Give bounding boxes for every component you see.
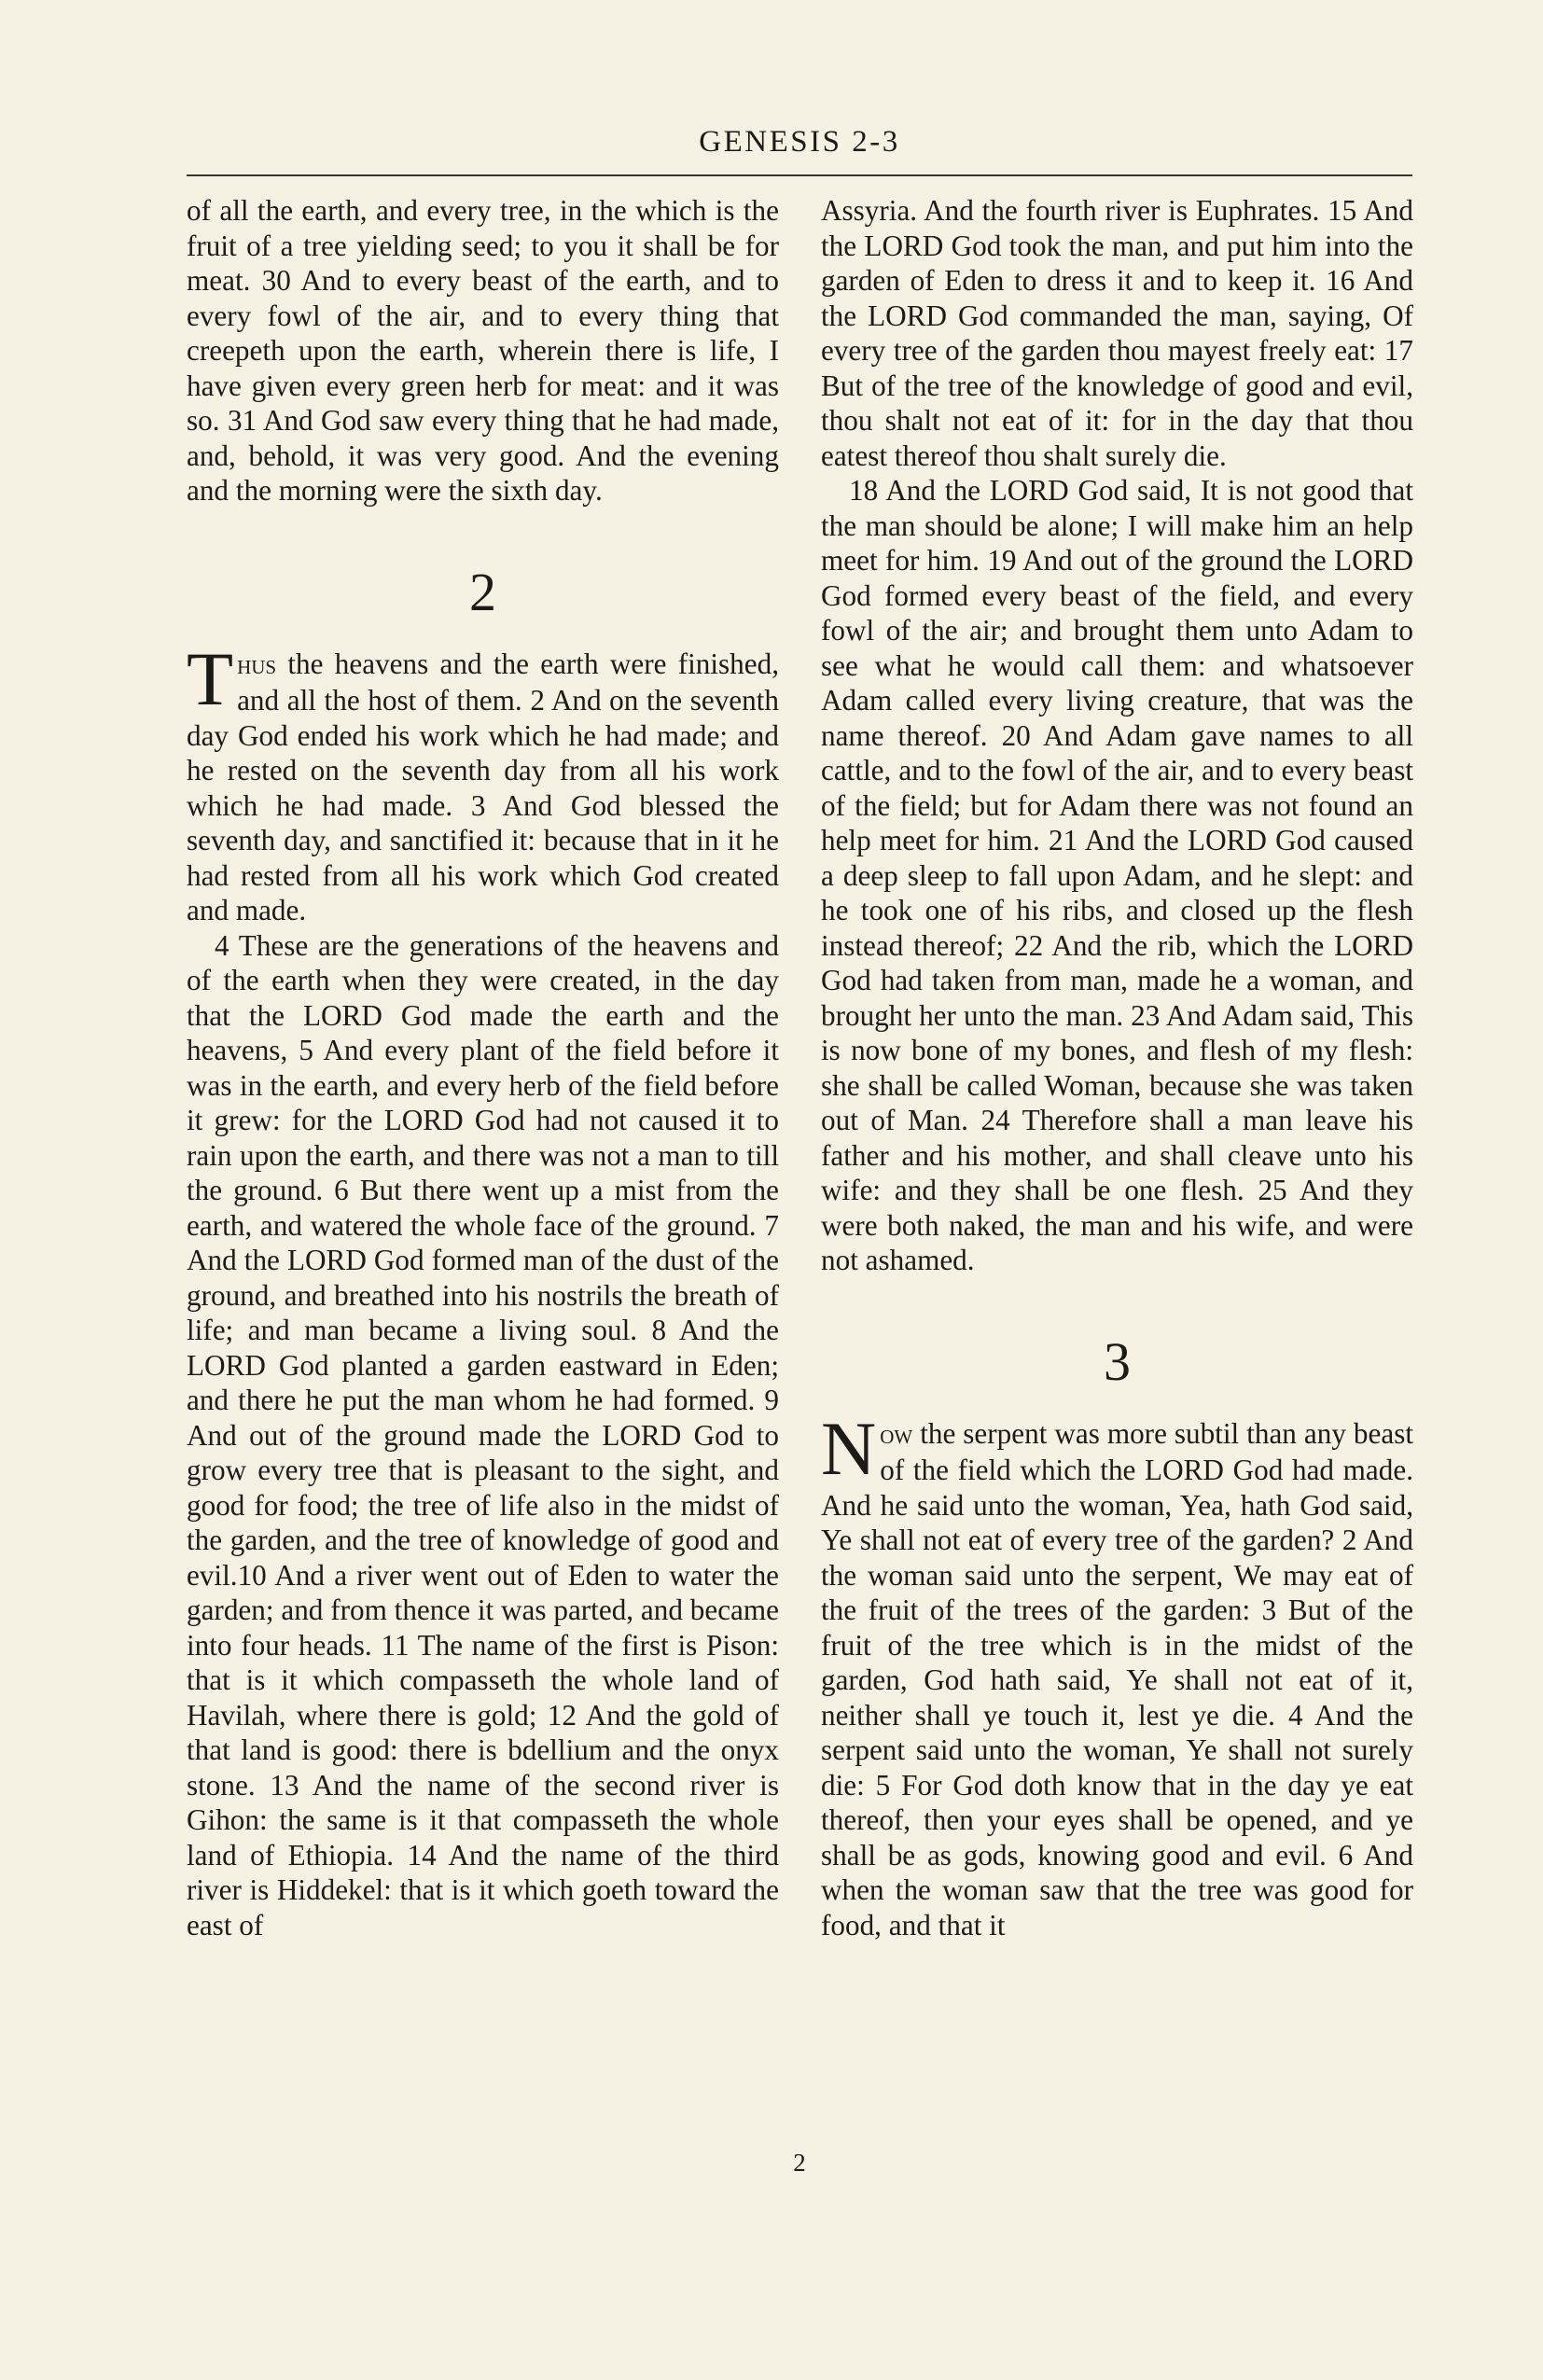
- chapter-2-verse-18-paragraph: 18 And the LORD God said, It is not good that the man should be alone; I will make him an help meet for him. 19 And out of the ground the LORD God formed every beast of the field, and every fowl of the air; and brought them unto Adam to see what he would call them: and whatsoever Adam called every living creature, that was the name thereof. 20 And Adam gave names to all cattle, and to the fowl of the air, and to every beast of the field; but for Adam there was not found an help meet for him. 21 And the LORD God caused a deep sleep to fall upon Adam, and he slept: and he took one of his ribs, and closed up the flesh instead thereof; 22 And the rib, which the LORD God had taken from man, made he a woman, and brought her unto the man. 23 And Adam said, This is now bone of my bones, and flesh of my flesh: she shall be called Woman, because she was taken out of Man. 24 Therefore shall a man leave his father and his mother, and shall cleave unto his wife: and they shall be one flesh. 25 And they were both naked, the man and his wife, and were not ashamed.: [821, 474, 1413, 1276]
- chapter-3-opening-text: the serpent was more subtil than any beast of the field which the LORD God had made. And he said unto the woman, Yea, hath God said, Ye shall not eat of every tree of the garden? 2 And the woman said unto the serpent, We may eat of the fruit of the trees of the garden: 3 But of the fruit of the tree which is in the midst of the garden, God hath said, Ye shall not eat of it, neither shall ye touch it, lest ye die. 4 And the serpent said unto the woman, Ye shall not surely die: 5 For God doth know that in the day ye eat thereof, then your eyes shall be opened, and ye shall be as gods, knowing good and evil. 6 And when the woman saw that the tree was good for food, and that it: [821, 1416, 1413, 1942]
- left-column: [187, 193, 779, 1942]
- right-column: [821, 193, 1413, 1942]
- chapter-3-opening-paragraph: [821, 1405, 1413, 1943]
- header-rule: [187, 174, 1412, 176]
- page-number: 2: [793, 2149, 806, 2177]
- chapter-3-heading: 3: [1104, 1330, 1131, 1392]
- chapter-2-opening-paragraph: [187, 635, 779, 928]
- chapter-2-opening-text: the heavens and the earth were finished, and all the host of them. 2 And on the seventh day God ended his work which he had made; and he rested on the seventh day from all his work which he had made. 3 And God blessed the seventh day, and sanctified it: because that in it he had rested from all his work which God created and made.: [187, 647, 779, 926]
- chapter-3-drop-cap: N: [821, 1405, 877, 1491]
- chapter-3-small-caps: ow: [880, 1419, 913, 1450]
- genesis-1-closing-paragraph: of all the earth, and every tree, in the which is the fruit of a tree yielding seed; to you it shall be for meat. 30 And to every beast of the earth, and to every fowl of the air, and to every thing that creepeth upon the earth, wherein there is life, I have given every green herb for meat: and it was so. 31 And God saw every thing that he had made, and, behold, it was very good. And the evening and the morning were the sixth day.: [187, 194, 779, 507]
- chapter-2-verse-14-continuation: Assyria. And the fourth river is Euphrates. 15 And the LORD God took the man, and put him into the garden of Eden to dress it and to keep it. 16 And the LORD God commanded the man, saying, Of every tree of the garden thou mayest freely eat: 17 But of the tree of the knowledge of good and evil, thou shalt not eat of it: for in the day that thou eatest thereof thou shalt surely die.: [821, 194, 1413, 472]
- chapter-2-verse-4-paragraph: 4 These are the generations of the heavens and of the earth when they were created, in the day that the LORD God made the earth and the heavens, 5 And every plant of the field before it was in the earth, and every herb of the field before it grew: for the LORD God had not caused it to rain upon the earth, and there was not a man to till the ground. 6 But there went up a mist from the earth, and watered the whole face of the ground. 7 And the LORD God formed man of the dust of the ground, and breathed into his nostrils the breath of life; and man became a living soul. 8 And the LORD God planted a garden eastward in Eden; and there he put the man whom he had formed. 9 And out of the ground made the LORD God to grow every tree that is pleasant to the sight, and good for food; the tree of life also in the midst of the garden, and the tree of knowledge of good and evil.10 And a river went out of Eden to water the garden; and from thence it was parted, and became into four heads. 11 The name of the first is Pison: that is it which compasseth the whole land of Havilah, where there is gold; 12 And the gold of that land is good: there is bdellium and the onyx stone. 13 And the name of the second river is Gihon: the same is it that compasseth the whole land of Ethiopia. 14 And the name of the third river is Hiddekel: that is it which goeth toward the east of: [187, 928, 779, 1942]
- chapter-2-heading: 2: [469, 561, 496, 622]
- chapter-2-drop-cap: T: [187, 635, 234, 721]
- chapter-2-small-caps: hus: [237, 649, 277, 680]
- running-header: GENESIS 2-3: [699, 125, 900, 159]
